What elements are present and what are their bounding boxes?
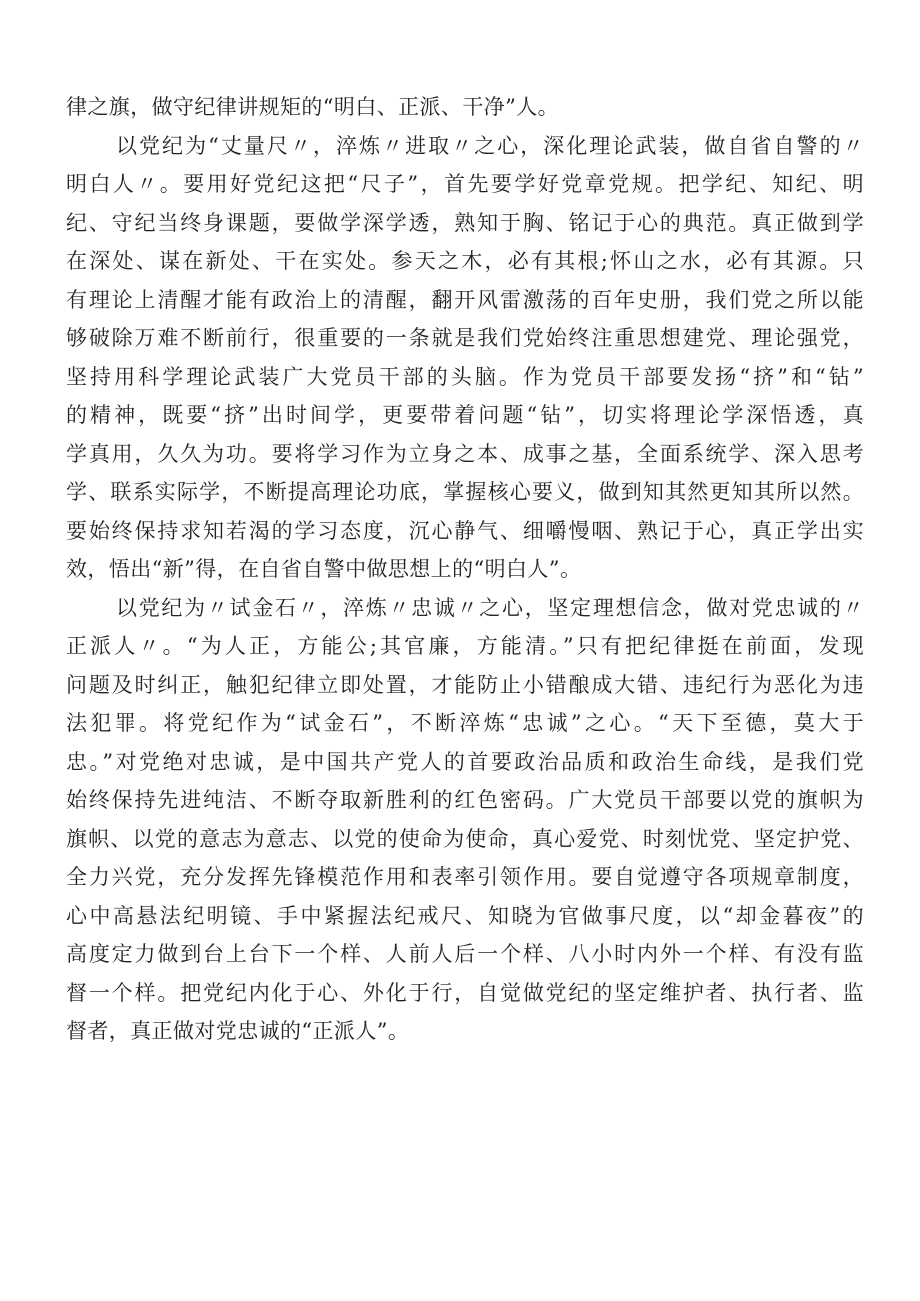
paragraph-2-line-1: 以党纪为“丈量尺〃，淬炼〃进取〃之心，深化理论武装，做自省自警的〃 (116, 133, 864, 158)
document-body (66, 88, 864, 1051)
paragraph-3-line-6: 始终保持先进纯洁、不断夺取新胜利的红色密码。广大党员干部要以党的旗帜为 (66, 788, 864, 812)
paragraph-2-line-2: 明白人〃。要用好党纪这把“尺子”，首先要学好党章党规。把学纪、知纪、明 (66, 172, 864, 196)
paragraph-2-line-6: 够破除万难不断前行，很重要的一条就是我们党始终注重思想建党、理论强党， (66, 326, 864, 350)
paragraph-2-line-12: 效，悟出“新”得，在自省自警中做思想上的“明白人”。 (66, 557, 582, 581)
paragraph-2-line-10: 学、联系实际学，不断提高理论功底，掌握核心要义，做到知其然更知其所以然。 (66, 480, 864, 504)
paragraph-3-line-11: 督一个样。把党纪内化于心、外化于行，自觉做党纪的坚定维护者、执行者、监 (66, 980, 864, 1005)
paragraph-2-line-7: 坚持用科学理论武装广大党员干部的头脑。作为党员干部要发扬“挤”和“钻” (66, 364, 864, 389)
paragraph-3-line-7: 旗帜、以党的意志为意志、以党的使命为使命，真心爱党、时刻忧党、坚定护党、 (66, 826, 864, 851)
paragraph-3-line-8: 全力兴党，充分发挥先锋模范作用和表率引领作用。要自觉遵守各项规章制度， (66, 865, 864, 889)
paragraph-3-line-1: 以党纪为〃试金石〃，淬炼〃忠诚〃之心，坚定理想信念，做对党忠诚的〃 (116, 595, 864, 620)
paragraph-2-line-11: 要始终保持求知若渴的学习态度，沉心静气、细嚼慢咽、熟记于心，真正学出实 (66, 518, 864, 543)
paragraph-3-line-4: 法犯罪。将党纪作为“试金石”，不断淬炼“忠诚”之心。“天下至德，莫大于 (66, 711, 864, 735)
paragraph-3-line-12: 督者，真正做对党忠诚的“正派人”。 (66, 1019, 410, 1043)
paragraph-1-line-1: 律之旗，做守纪律讲规矩的“明白、正派、干净”人。 (66, 95, 560, 119)
paragraph-3-line-10: 高度定力做到台上台下一个样、人前人后一个样、八小时内外一个样、有没有监 (66, 942, 864, 966)
paragraph-3-line-9: 心中高悬法纪明镜、手中紧握法纪戒尺、知晓为官做事尺度，以“却金暮夜”的 (66, 903, 864, 928)
paragraph-2-line-8: 的精神，既要“挤”出时间学，更要带着问题“钻”，切实将理论学深悟透，真 (66, 403, 864, 427)
paragraph-2-line-3: 纪、守纪当终身课题，要做学深学透，熟知于胸、铭记于心的典范。真正做到学 (66, 210, 864, 235)
paragraph-3-line-2: 正派人〃。“为人正，方能公;其官廉，方能清。”只有把纪律挺在前面，发现 (66, 634, 864, 658)
paragraph-2-line-4: 在深处、谋在新处、干在实处。参天之木，必有其根;怀山之水，必有其源。只 (66, 249, 864, 273)
paragraph-2-line-5: 有理论上清醒才能有政治上的清醒，翻开风雷激荡的百年史册，我们党之所以能 (66, 287, 864, 312)
paragraph-3-line-5: 忠。”对党绝对忠诚，是中国共产党人的首要政治品质和政治生命线，是我们党 (66, 749, 864, 774)
paragraph-3-line-3: 问题及时纠正，触犯纪律立即处置，才能防止小错酿成大错、违纪行为恶化为违 (66, 672, 864, 697)
paragraph-2-line-9: 学真用，久久为功。要将学习作为立身之本、成事之基，全面系统学、深入思考 (66, 441, 864, 466)
